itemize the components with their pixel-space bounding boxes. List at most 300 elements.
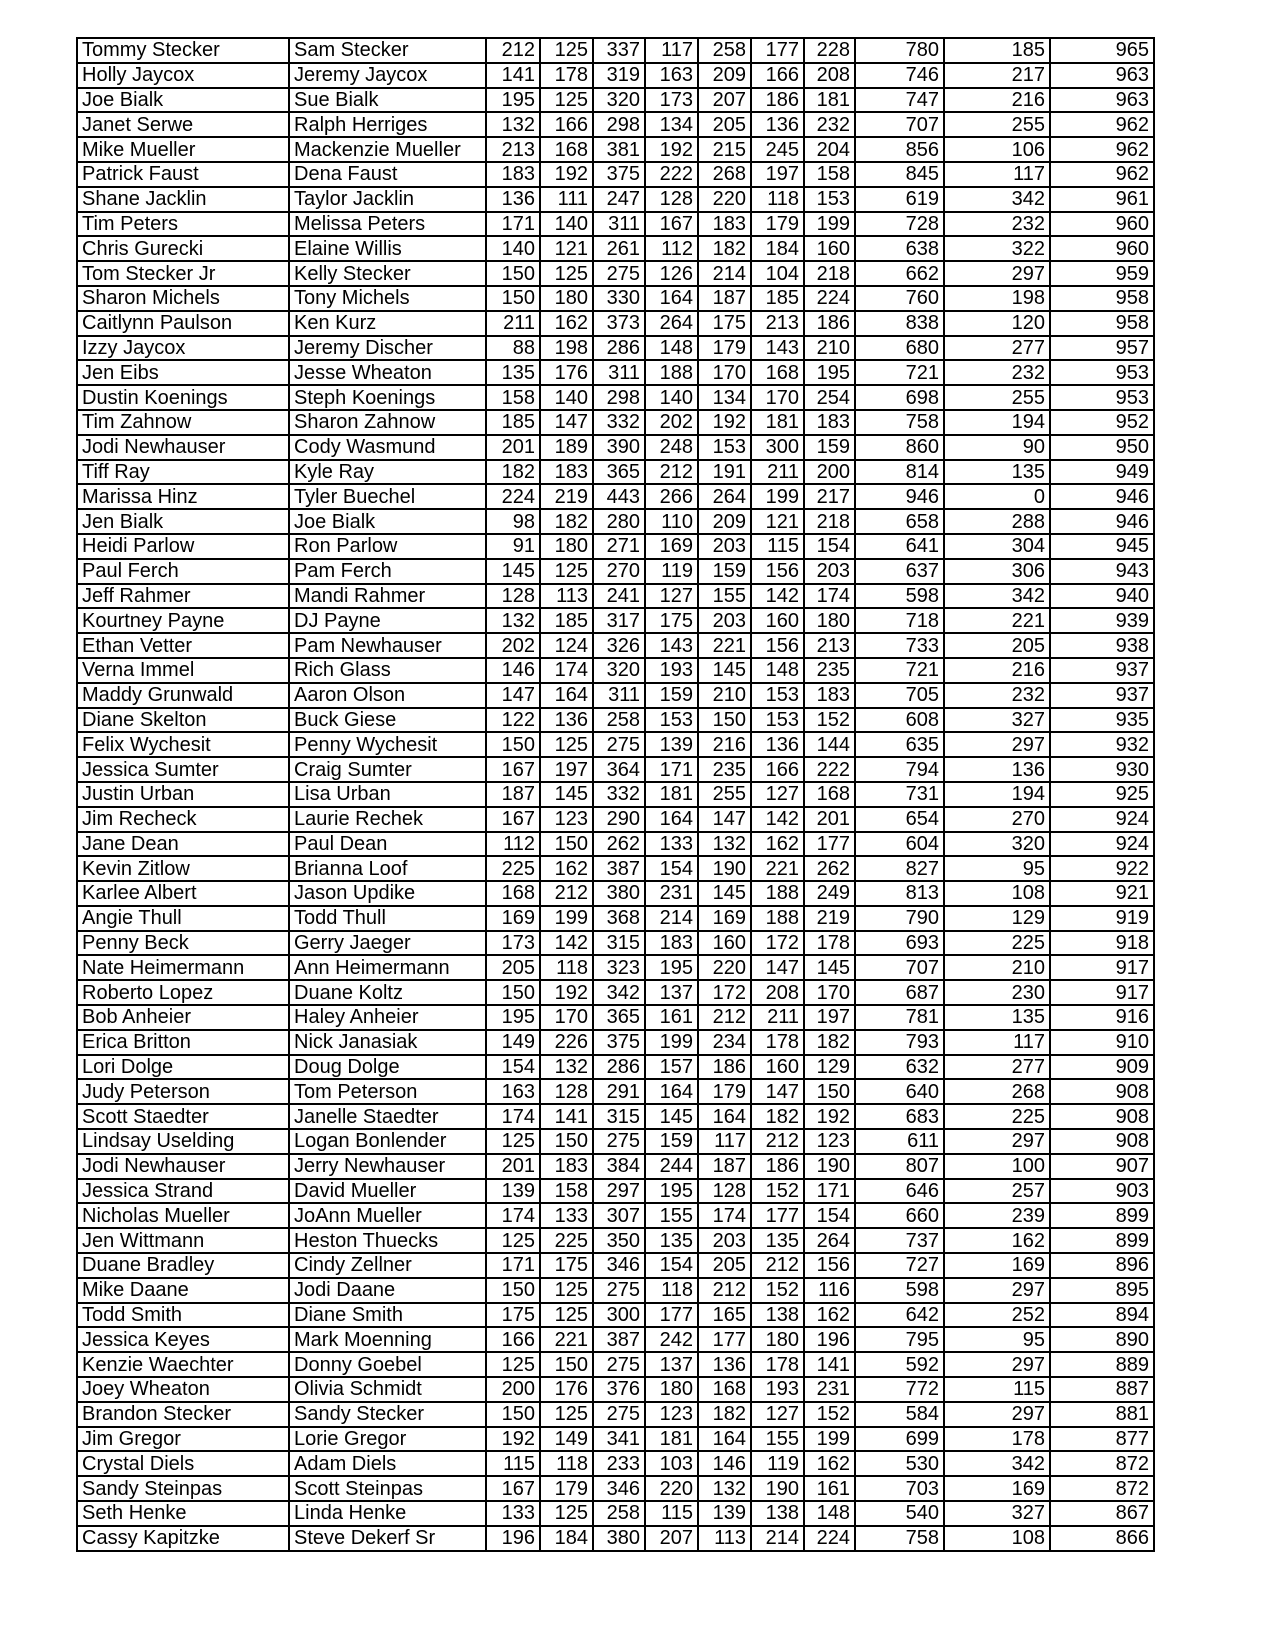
game-score-cell: 121 bbox=[540, 236, 593, 261]
subtotal-score-cell: 275 bbox=[593, 1278, 645, 1303]
total-score-cell: 938 bbox=[1050, 633, 1154, 658]
game-score-cell: 183 bbox=[804, 683, 855, 708]
game-score-cell: 145 bbox=[698, 881, 751, 906]
table-row bbox=[77, 460, 1154, 485]
total-score-cell: 959 bbox=[1050, 261, 1154, 286]
game-score-cell: 214 bbox=[751, 1526, 804, 1551]
game-score-cell: 145 bbox=[698, 658, 751, 683]
game-score-cell: 165 bbox=[698, 1303, 751, 1328]
player-1-name-cell: Janet Serwe bbox=[77, 112, 289, 137]
player-1-name-cell: Seth Henke bbox=[77, 1501, 289, 1526]
game-score-cell: 218 bbox=[804, 261, 855, 286]
player-2-name-cell: Duane Koltz bbox=[289, 980, 486, 1005]
handicap-cell: 129 bbox=[944, 906, 1050, 931]
game-score-cell: 192 bbox=[804, 1104, 855, 1129]
player-1-name-cell: Chris Gurecki bbox=[77, 236, 289, 261]
game-score-cell: 181 bbox=[645, 1427, 698, 1452]
game-score-cell: 150 bbox=[486, 261, 540, 286]
game-score-cell: 113 bbox=[540, 584, 593, 609]
player-1-name-cell: Mike Mueller bbox=[77, 137, 289, 162]
game-score-cell: 175 bbox=[645, 608, 698, 633]
scratch-total-cell: 638 bbox=[855, 236, 944, 261]
game-score-cell: 146 bbox=[698, 1451, 751, 1476]
game-score-cell: 258 bbox=[698, 38, 751, 63]
scratch-total-cell: 731 bbox=[855, 782, 944, 807]
total-score-cell: 910 bbox=[1050, 1030, 1154, 1055]
table-row bbox=[77, 509, 1154, 534]
subtotal-score-cell: 270 bbox=[593, 559, 645, 584]
game-score-cell: 177 bbox=[645, 1303, 698, 1328]
total-score-cell: 932 bbox=[1050, 732, 1154, 757]
game-score-cell: 148 bbox=[645, 336, 698, 361]
player-1-name-cell: Sharon Michels bbox=[77, 286, 289, 311]
player-2-name-cell: Joe Bialk bbox=[289, 509, 486, 534]
table-row bbox=[77, 162, 1154, 187]
game-score-cell: 198 bbox=[540, 336, 593, 361]
player-1-name-cell: Verna Immel bbox=[77, 658, 289, 683]
handicap-cell: 232 bbox=[944, 360, 1050, 385]
game-score-cell: 203 bbox=[698, 534, 751, 559]
handicap-cell: 178 bbox=[944, 1427, 1050, 1452]
table-row bbox=[77, 1427, 1154, 1452]
handicap-cell: 169 bbox=[944, 1253, 1050, 1278]
game-score-cell: 195 bbox=[486, 88, 540, 113]
game-score-cell: 141 bbox=[540, 1104, 593, 1129]
player-1-name-cell: Tiff Ray bbox=[77, 460, 289, 485]
game-score-cell: 188 bbox=[751, 881, 804, 906]
game-score-cell: 222 bbox=[645, 162, 698, 187]
table-row bbox=[77, 236, 1154, 261]
player-1-name-cell: Brandon Stecker bbox=[77, 1402, 289, 1427]
game-score-cell: 111 bbox=[540, 187, 593, 212]
handicap-cell: 232 bbox=[944, 683, 1050, 708]
subtotal-score-cell: 275 bbox=[593, 732, 645, 757]
game-score-cell: 126 bbox=[645, 261, 698, 286]
score-table bbox=[76, 37, 1155, 1552]
game-score-cell: 142 bbox=[540, 931, 593, 956]
game-score-cell: 186 bbox=[751, 88, 804, 113]
game-score-cell: 164 bbox=[698, 1104, 751, 1129]
game-score-cell: 136 bbox=[698, 1352, 751, 1377]
player-2-name-cell: Scott Steinpas bbox=[289, 1476, 486, 1501]
table-row bbox=[77, 906, 1154, 931]
player-1-name-cell: Judy Peterson bbox=[77, 1079, 289, 1104]
game-score-cell: 125 bbox=[540, 559, 593, 584]
subtotal-score-cell: 387 bbox=[593, 856, 645, 881]
player-1-name-cell: Kourtney Payne bbox=[77, 608, 289, 633]
game-score-cell: 190 bbox=[804, 1154, 855, 1179]
player-1-name-cell: Izzy Jaycox bbox=[77, 336, 289, 361]
player-2-name-cell: Ron Parlow bbox=[289, 534, 486, 559]
game-score-cell: 115 bbox=[486, 1451, 540, 1476]
game-score-cell: 145 bbox=[540, 782, 593, 807]
player-1-name-cell: Justin Urban bbox=[77, 782, 289, 807]
player-1-name-cell: Patrick Faust bbox=[77, 162, 289, 187]
player-2-name-cell: Pam Newhauser bbox=[289, 633, 486, 658]
game-score-cell: 177 bbox=[804, 832, 855, 857]
total-score-cell: 903 bbox=[1050, 1179, 1154, 1204]
scratch-total-cell: 856 bbox=[855, 137, 944, 162]
handicap-cell: 225 bbox=[944, 931, 1050, 956]
game-score-cell: 125 bbox=[540, 1501, 593, 1526]
game-score-cell: 128 bbox=[486, 584, 540, 609]
game-score-cell: 150 bbox=[540, 832, 593, 857]
game-score-cell: 167 bbox=[645, 212, 698, 237]
game-score-cell: 214 bbox=[698, 261, 751, 286]
game-score-cell: 166 bbox=[540, 112, 593, 137]
game-score-cell: 249 bbox=[804, 881, 855, 906]
table-row bbox=[77, 1303, 1154, 1328]
subtotal-score-cell: 375 bbox=[593, 162, 645, 187]
scratch-total-cell: 662 bbox=[855, 261, 944, 286]
game-score-cell: 182 bbox=[486, 460, 540, 485]
game-score-cell: 127 bbox=[645, 584, 698, 609]
game-score-cell: 203 bbox=[698, 608, 751, 633]
scratch-total-cell: 758 bbox=[855, 410, 944, 435]
handicap-cell: 322 bbox=[944, 236, 1050, 261]
game-score-cell: 245 bbox=[751, 137, 804, 162]
player-1-name-cell: Kenzie Waechter bbox=[77, 1352, 289, 1377]
player-1-name-cell: Heidi Parlow bbox=[77, 534, 289, 559]
handicap-cell: 255 bbox=[944, 112, 1050, 137]
player-2-name-cell: Cindy Zellner bbox=[289, 1253, 486, 1278]
player-1-name-cell: Jen Bialk bbox=[77, 509, 289, 534]
subtotal-score-cell: 317 bbox=[593, 608, 645, 633]
game-score-cell: 182 bbox=[540, 509, 593, 534]
total-score-cell: 945 bbox=[1050, 534, 1154, 559]
game-score-cell: 212 bbox=[751, 1129, 804, 1154]
table-row bbox=[77, 708, 1154, 733]
game-score-cell: 216 bbox=[698, 732, 751, 757]
game-score-cell: 161 bbox=[645, 1005, 698, 1030]
scratch-total-cell: 946 bbox=[855, 484, 944, 509]
handicap-cell: 257 bbox=[944, 1179, 1050, 1204]
table-row bbox=[77, 732, 1154, 757]
player-1-name-cell: Shane Jacklin bbox=[77, 187, 289, 212]
total-score-cell: 953 bbox=[1050, 385, 1154, 410]
game-score-cell: 179 bbox=[698, 1079, 751, 1104]
table-row bbox=[77, 1402, 1154, 1427]
subtotal-score-cell: 380 bbox=[593, 1526, 645, 1551]
game-score-cell: 167 bbox=[486, 807, 540, 832]
subtotal-score-cell: 311 bbox=[593, 683, 645, 708]
game-score-cell: 177 bbox=[751, 38, 804, 63]
game-score-cell: 180 bbox=[540, 534, 593, 559]
game-score-cell: 142 bbox=[751, 584, 804, 609]
game-score-cell: 147 bbox=[486, 683, 540, 708]
game-score-cell: 188 bbox=[645, 360, 698, 385]
player-2-name-cell: Jeremy Jaycox bbox=[289, 63, 486, 88]
handicap-cell: 216 bbox=[944, 88, 1050, 113]
table-row bbox=[77, 1451, 1154, 1476]
game-score-cell: 170 bbox=[540, 1005, 593, 1030]
handicap-cell: 327 bbox=[944, 708, 1050, 733]
game-score-cell: 152 bbox=[804, 708, 855, 733]
total-score-cell: 908 bbox=[1050, 1079, 1154, 1104]
game-score-cell: 192 bbox=[540, 980, 593, 1005]
table-row bbox=[77, 534, 1154, 559]
subtotal-score-cell: 387 bbox=[593, 1327, 645, 1352]
player-1-name-cell: Scott Staedter bbox=[77, 1104, 289, 1129]
scratch-total-cell: 699 bbox=[855, 1427, 944, 1452]
game-score-cell: 133 bbox=[486, 1501, 540, 1526]
game-score-cell: 228 bbox=[804, 38, 855, 63]
handicap-cell: 117 bbox=[944, 1030, 1050, 1055]
player-2-name-cell: Aaron Olson bbox=[289, 683, 486, 708]
table-row bbox=[77, 1526, 1154, 1551]
player-1-name-cell: Jen Wittmann bbox=[77, 1228, 289, 1253]
subtotal-score-cell: 341 bbox=[593, 1427, 645, 1452]
scratch-total-cell: 737 bbox=[855, 1228, 944, 1253]
handicap-cell: 327 bbox=[944, 1501, 1050, 1526]
game-score-cell: 266 bbox=[645, 484, 698, 509]
subtotal-score-cell: 365 bbox=[593, 1005, 645, 1030]
handicap-cell: 210 bbox=[944, 955, 1050, 980]
scratch-total-cell: 760 bbox=[855, 286, 944, 311]
handicap-cell: 297 bbox=[944, 1129, 1050, 1154]
game-score-cell: 164 bbox=[698, 1427, 751, 1452]
game-score-cell: 213 bbox=[804, 633, 855, 658]
game-score-cell: 264 bbox=[645, 311, 698, 336]
total-score-cell: 924 bbox=[1050, 807, 1154, 832]
player-2-name-cell: Tyler Buechel bbox=[289, 484, 486, 509]
scratch-total-cell: 658 bbox=[855, 509, 944, 534]
handicap-cell: 194 bbox=[944, 782, 1050, 807]
table-row bbox=[77, 584, 1154, 609]
game-score-cell: 196 bbox=[804, 1327, 855, 1352]
player-1-name-cell: Lindsay Uselding bbox=[77, 1129, 289, 1154]
game-score-cell: 161 bbox=[804, 1476, 855, 1501]
total-score-cell: 946 bbox=[1050, 484, 1154, 509]
game-score-cell: 125 bbox=[540, 261, 593, 286]
game-score-cell: 88 bbox=[486, 336, 540, 361]
game-score-cell: 192 bbox=[486, 1427, 540, 1452]
game-score-cell: 212 bbox=[540, 881, 593, 906]
player-2-name-cell: Laurie Rechek bbox=[289, 807, 486, 832]
subtotal-score-cell: 315 bbox=[593, 1104, 645, 1129]
scratch-total-cell: 584 bbox=[855, 1402, 944, 1427]
game-score-cell: 142 bbox=[751, 807, 804, 832]
game-score-cell: 199 bbox=[751, 484, 804, 509]
scratch-total-cell: 637 bbox=[855, 559, 944, 584]
handicap-cell: 95 bbox=[944, 856, 1050, 881]
game-score-cell: 212 bbox=[645, 460, 698, 485]
game-score-cell: 118 bbox=[540, 1451, 593, 1476]
total-score-cell: 946 bbox=[1050, 509, 1154, 534]
game-score-cell: 182 bbox=[751, 1104, 804, 1129]
handicap-cell: 198 bbox=[944, 286, 1050, 311]
table-row bbox=[77, 1030, 1154, 1055]
table-row bbox=[77, 385, 1154, 410]
table-row bbox=[77, 980, 1154, 1005]
subtotal-score-cell: 275 bbox=[593, 1352, 645, 1377]
scratch-total-cell: 619 bbox=[855, 187, 944, 212]
scratch-total-cell: 598 bbox=[855, 584, 944, 609]
game-score-cell: 150 bbox=[540, 1129, 593, 1154]
handicap-cell: 100 bbox=[944, 1154, 1050, 1179]
game-score-cell: 134 bbox=[645, 112, 698, 137]
player-1-name-cell: Crystal Diels bbox=[77, 1451, 289, 1476]
player-2-name-cell: Jason Updike bbox=[289, 881, 486, 906]
game-score-cell: 180 bbox=[804, 608, 855, 633]
subtotal-score-cell: 375 bbox=[593, 1030, 645, 1055]
game-score-cell: 153 bbox=[645, 708, 698, 733]
total-score-cell: 866 bbox=[1050, 1526, 1154, 1551]
game-score-cell: 125 bbox=[540, 732, 593, 757]
game-score-cell: 188 bbox=[751, 906, 804, 931]
game-score-cell: 133 bbox=[540, 1203, 593, 1228]
game-score-cell: 185 bbox=[751, 286, 804, 311]
scratch-total-cell: 707 bbox=[855, 112, 944, 137]
subtotal-score-cell: 275 bbox=[593, 1129, 645, 1154]
game-score-cell: 152 bbox=[804, 1402, 855, 1427]
player-2-name-cell: Craig Sumter bbox=[289, 757, 486, 782]
game-score-cell: 201 bbox=[486, 435, 540, 460]
player-1-name-cell: Erica Britton bbox=[77, 1030, 289, 1055]
table-row bbox=[77, 484, 1154, 509]
game-score-cell: 212 bbox=[698, 1278, 751, 1303]
player-2-name-cell: Rich Glass bbox=[289, 658, 486, 683]
game-score-cell: 154 bbox=[804, 534, 855, 559]
subtotal-score-cell: 332 bbox=[593, 410, 645, 435]
table-row bbox=[77, 137, 1154, 162]
game-score-cell: 141 bbox=[486, 63, 540, 88]
game-score-cell: 164 bbox=[540, 683, 593, 708]
game-score-cell: 199 bbox=[645, 1030, 698, 1055]
game-score-cell: 195 bbox=[645, 1179, 698, 1204]
subtotal-score-cell: 373 bbox=[593, 311, 645, 336]
subtotal-score-cell: 291 bbox=[593, 1079, 645, 1104]
total-score-cell: 962 bbox=[1050, 162, 1154, 187]
handicap-cell: 135 bbox=[944, 460, 1050, 485]
game-score-cell: 197 bbox=[540, 757, 593, 782]
game-score-cell: 179 bbox=[751, 212, 804, 237]
total-score-cell: 890 bbox=[1050, 1327, 1154, 1352]
table-row bbox=[77, 955, 1154, 980]
player-1-name-cell: Jodi Newhauser bbox=[77, 435, 289, 460]
scratch-total-cell: 604 bbox=[855, 832, 944, 857]
game-score-cell: 113 bbox=[698, 1526, 751, 1551]
game-score-cell: 150 bbox=[540, 1352, 593, 1377]
game-score-cell: 166 bbox=[751, 757, 804, 782]
game-score-cell: 184 bbox=[540, 1526, 593, 1551]
player-2-name-cell: Sue Bialk bbox=[289, 88, 486, 113]
player-2-name-cell: Haley Anheier bbox=[289, 1005, 486, 1030]
player-1-name-cell: Jane Dean bbox=[77, 832, 289, 857]
table-row bbox=[77, 1327, 1154, 1352]
game-score-cell: 186 bbox=[751, 1154, 804, 1179]
game-score-cell: 231 bbox=[804, 1377, 855, 1402]
game-score-cell: 119 bbox=[751, 1451, 804, 1476]
player-2-name-cell: Mandi Rahmer bbox=[289, 584, 486, 609]
scratch-total-cell: 827 bbox=[855, 856, 944, 881]
player-2-name-cell: Penny Wychesit bbox=[289, 732, 486, 757]
game-score-cell: 211 bbox=[751, 460, 804, 485]
game-score-cell: 153 bbox=[751, 683, 804, 708]
game-score-cell: 152 bbox=[751, 1179, 804, 1204]
table-row bbox=[77, 807, 1154, 832]
game-score-cell: 264 bbox=[804, 1228, 855, 1253]
player-2-name-cell: Janelle Staedter bbox=[289, 1104, 486, 1129]
game-score-cell: 160 bbox=[751, 608, 804, 633]
game-score-cell: 136 bbox=[751, 732, 804, 757]
player-2-name-cell: Taylor Jacklin bbox=[289, 187, 486, 212]
total-score-cell: 958 bbox=[1050, 311, 1154, 336]
game-score-cell: 210 bbox=[698, 683, 751, 708]
game-score-cell: 200 bbox=[486, 1377, 540, 1402]
game-score-cell: 112 bbox=[486, 832, 540, 857]
player-1-name-cell: Maddy Grunwald bbox=[77, 683, 289, 708]
game-score-cell: 193 bbox=[751, 1377, 804, 1402]
subtotal-score-cell: 247 bbox=[593, 187, 645, 212]
game-score-cell: 140 bbox=[540, 385, 593, 410]
game-score-cell: 122 bbox=[486, 708, 540, 733]
game-score-cell: 150 bbox=[486, 1402, 540, 1427]
player-2-name-cell: Sandy Stecker bbox=[289, 1402, 486, 1427]
handicap-cell: 0 bbox=[944, 484, 1050, 509]
subtotal-score-cell: 315 bbox=[593, 931, 645, 956]
player-2-name-cell: Dena Faust bbox=[289, 162, 486, 187]
player-1-name-cell: Joe Bialk bbox=[77, 88, 289, 113]
game-score-cell: 135 bbox=[486, 360, 540, 385]
handicap-cell: 277 bbox=[944, 336, 1050, 361]
game-score-cell: 186 bbox=[804, 311, 855, 336]
player-1-name-cell: Sandy Steinpas bbox=[77, 1476, 289, 1501]
player-1-name-cell: Jim Recheck bbox=[77, 807, 289, 832]
game-score-cell: 234 bbox=[698, 1030, 751, 1055]
game-score-cell: 123 bbox=[804, 1129, 855, 1154]
game-score-cell: 171 bbox=[804, 1179, 855, 1204]
handicap-cell: 95 bbox=[944, 1327, 1050, 1352]
game-score-cell: 171 bbox=[645, 757, 698, 782]
scratch-total-cell: 814 bbox=[855, 460, 944, 485]
scratch-total-cell: 727 bbox=[855, 1253, 944, 1278]
total-score-cell: 960 bbox=[1050, 236, 1154, 261]
scratch-total-cell: 592 bbox=[855, 1352, 944, 1377]
table-row bbox=[77, 435, 1154, 460]
game-score-cell: 144 bbox=[804, 732, 855, 757]
total-score-cell: 908 bbox=[1050, 1129, 1154, 1154]
player-1-name-cell: Jessica Sumter bbox=[77, 757, 289, 782]
total-score-cell: 887 bbox=[1050, 1377, 1154, 1402]
scratch-total-cell: 733 bbox=[855, 633, 944, 658]
handicap-cell: 221 bbox=[944, 608, 1050, 633]
scratch-total-cell: 721 bbox=[855, 658, 944, 683]
player-1-name-cell: Dustin Koenings bbox=[77, 385, 289, 410]
game-score-cell: 127 bbox=[751, 1402, 804, 1427]
game-score-cell: 116 bbox=[804, 1278, 855, 1303]
player-2-name-cell: Doug Dolge bbox=[289, 1055, 486, 1080]
game-score-cell: 211 bbox=[751, 1005, 804, 1030]
game-score-cell: 178 bbox=[751, 1352, 804, 1377]
game-score-cell: 220 bbox=[698, 187, 751, 212]
total-score-cell: 881 bbox=[1050, 1402, 1154, 1427]
total-score-cell: 925 bbox=[1050, 782, 1154, 807]
handicap-cell: 268 bbox=[944, 1079, 1050, 1104]
game-score-cell: 190 bbox=[751, 1476, 804, 1501]
handicap-cell: 162 bbox=[944, 1228, 1050, 1253]
table-row bbox=[77, 1129, 1154, 1154]
player-1-name-cell: Jodi Newhauser bbox=[77, 1154, 289, 1179]
game-score-cell: 167 bbox=[486, 757, 540, 782]
scratch-total-cell: 660 bbox=[855, 1203, 944, 1228]
total-score-cell: 949 bbox=[1050, 460, 1154, 485]
scratch-total-cell: 795 bbox=[855, 1327, 944, 1352]
player-2-name-cell: Steph Koenings bbox=[289, 385, 486, 410]
handicap-cell: 135 bbox=[944, 1005, 1050, 1030]
game-score-cell: 202 bbox=[486, 633, 540, 658]
game-score-cell: 141 bbox=[804, 1352, 855, 1377]
